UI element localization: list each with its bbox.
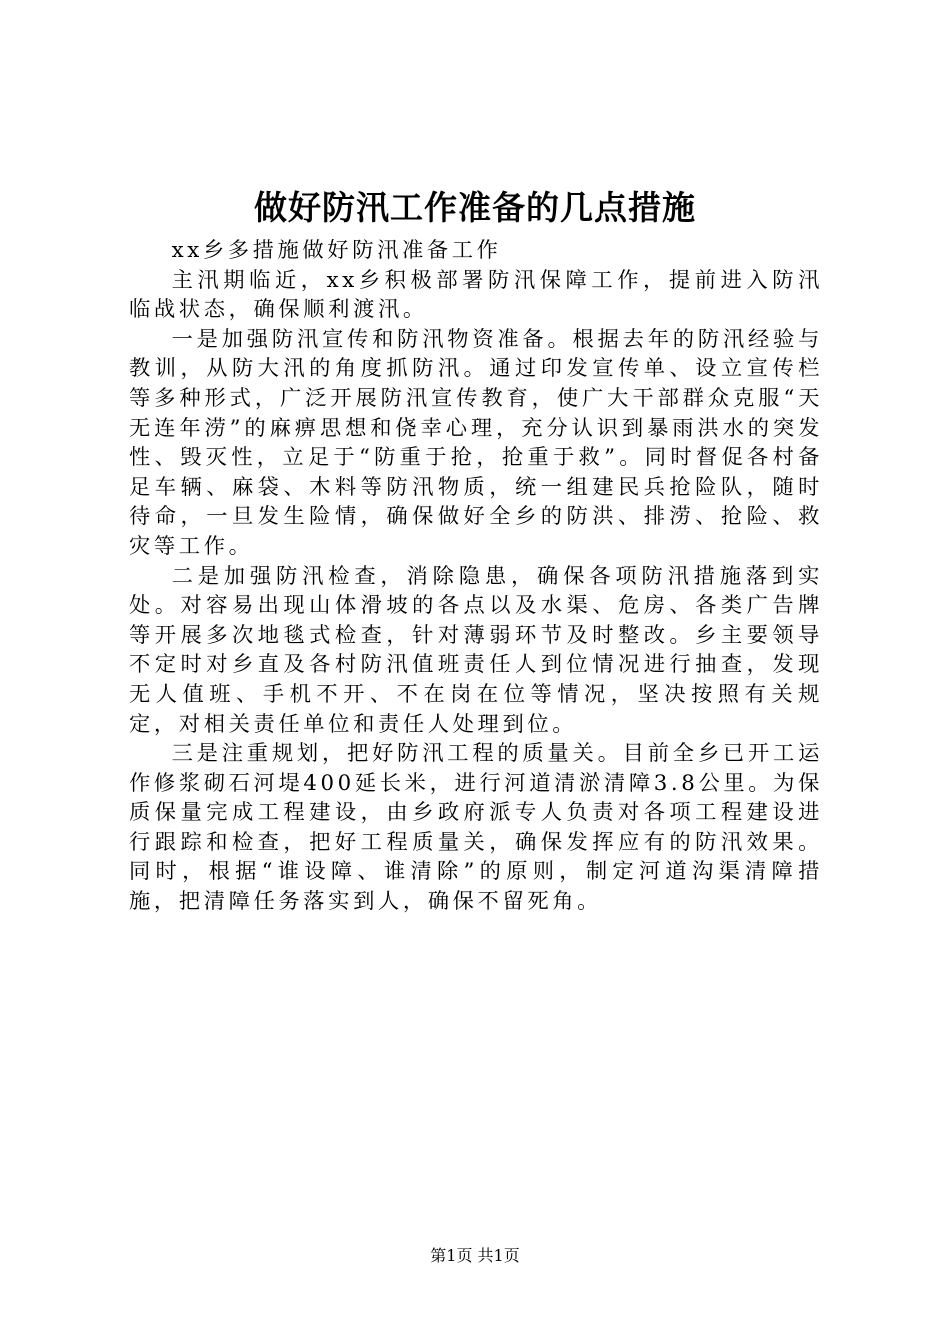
paragraph-intro: 主汛期临近，xx乡积极部署防汛保障工作，提前进入防汛临战状态，确保顺利渡汛。 [129,267,823,323]
document-subtitle: xx乡多措施做好防汛准备工作 [171,238,502,263]
document-title: 做好防汛工作准备的几点措施 [254,188,696,227]
document-body [129,236,823,917]
paragraph-three: 三是注重规划，把好防汛工程的质量关。目前全乡已开工运作修浆砌石河堤400延长米，进行河道清淤清障3.8公里。为保质保量完成工程建设，由乡政府派专人负责对各项工程建设进行跟踪和检查，把好工程质量关，确保发挥应有的防汛效果。同时，根据“谁设障、谁清除”的原则，制定河道沟渠清障措施，把清障任务落实到人，确保不留死角。 [129,741,823,915]
paragraph-two: 二是加强防汛检查，消除隐患，确保各项防汛措施落到实处。对容易出现山体滑坡的各点以及水渠、危房、各类广告牌等开展多次地毯式检查，针对薄弱环节及时整改。乡主要领导不定时对乡直及各村防汛值班责任人到位情况进行抽查，发现无人值班、手机不开、不在岗在位等情况，坚决按照有关规定，对相关责任单位和责任人处理到位。 [129,563,823,737]
paragraph-one: 一是加强防汛宣传和防汛物资准备。根据去年的防汛经验与教训，从防大汛的角度抓防汛。通过印发宣传单、设立宣传栏等多种形式，广泛开展防汛宣传教育，使广大干部群众克服“天无连年涝”的麻痹思想和侥幸心理，充分认识到暴雨洪水的突发性、毁灭性，立足于“防重于抢，抢重于救”。同时督促各村备足车辆、麻袋、木料等防汛物质，统一组建民兵抢险队，随时待命，一旦发生险情，确保做好全乡的防洪、排涝、抢险、救灾等工作。 [129,326,823,559]
page-number-footer: 第1页 共1页 [430,1246,520,1265]
